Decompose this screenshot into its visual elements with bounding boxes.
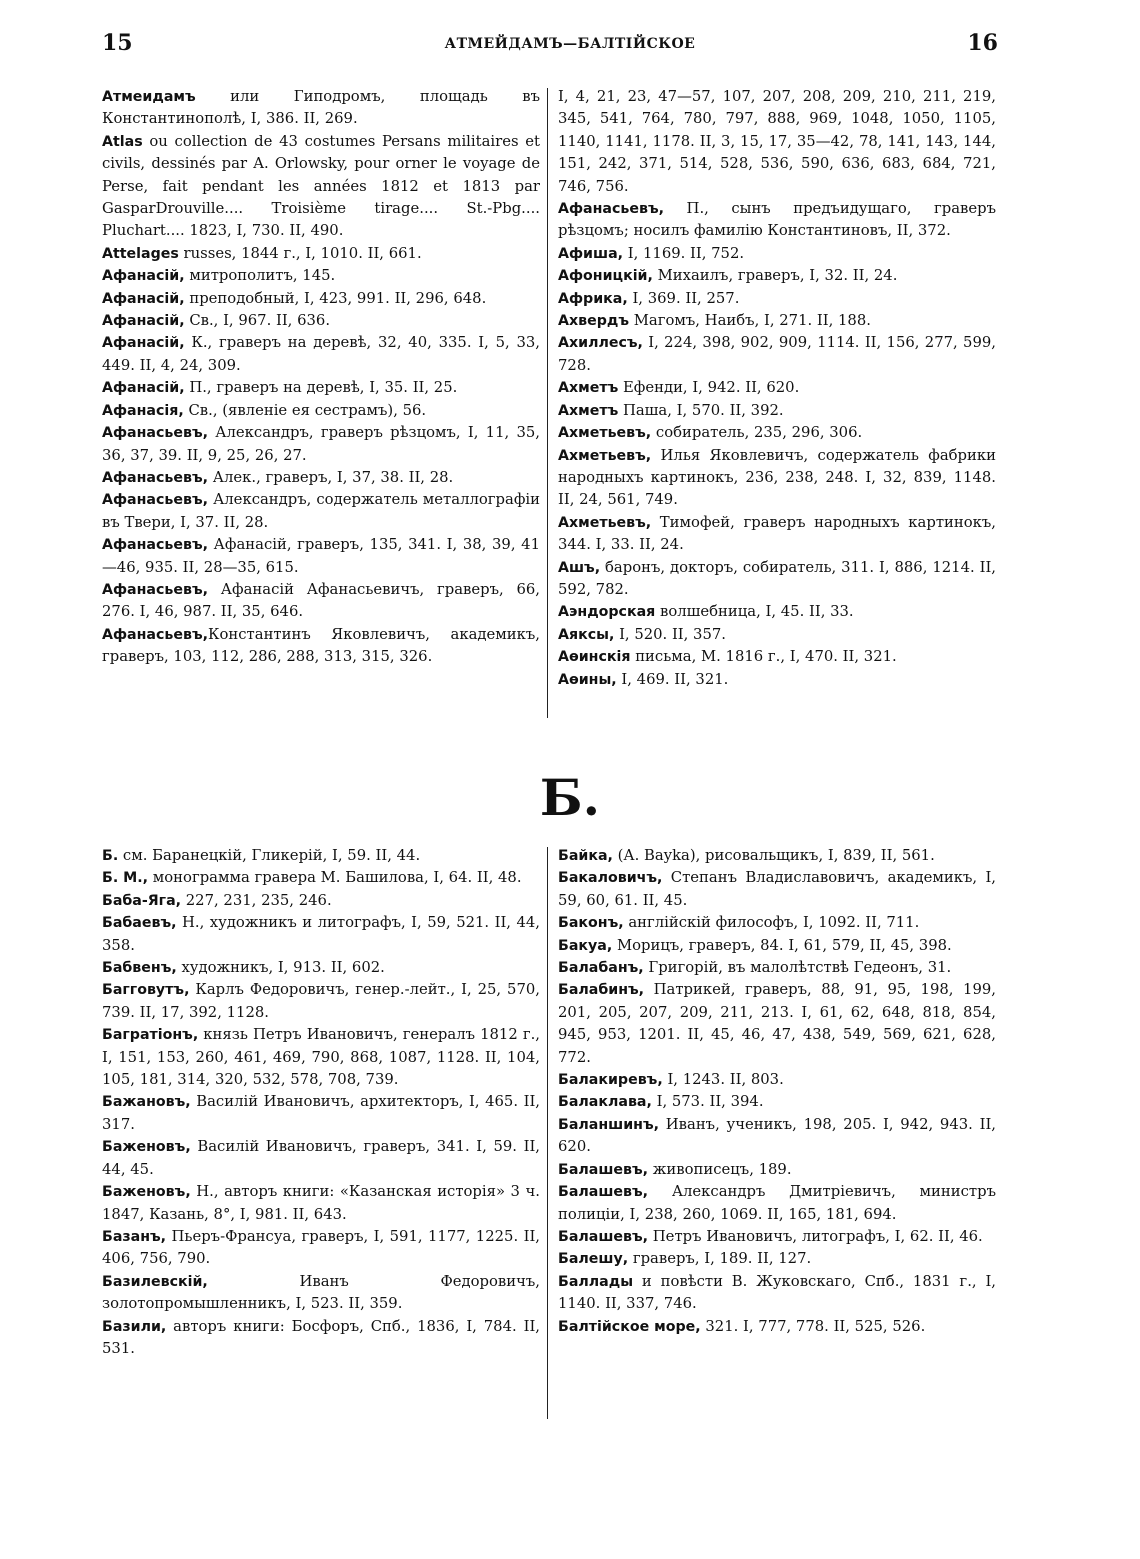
index-entry <box>102 489 540 534</box>
entry-heading: Б. <box>102 848 119 864</box>
column-a-right <box>558 86 996 691</box>
running-title: АТМЕЙДАМЪ—БАЛТІЙСКОЕ <box>444 36 696 52</box>
entry-heading: Бажановъ, <box>102 1094 191 1111</box>
entry-text: письма, М. 1816 г., I, 470. II, 321. <box>630 648 897 666</box>
entry-text: собиратель, 235, 296, 306. <box>651 424 863 442</box>
index-entry <box>102 131 540 243</box>
index-entry <box>558 1181 996 1226</box>
entry-text: Иванъ, ученикъ, 198, 205. I, 942, 943. II, 620. <box>558 1115 996 1156</box>
entry-heading: Аѳинскія <box>558 649 631 666</box>
entry-heading: Афанасій, <box>102 268 185 285</box>
index-entry <box>102 624 540 669</box>
index-entry <box>102 1316 540 1361</box>
entry-heading: Баллады <box>558 1273 634 1290</box>
entry-text: Константинъ Яковлевичъ, академикъ, граверъ, 103, 112, 286, 288, 313, 315, 326. <box>102 625 540 666</box>
entry-heading: Афанасьевъ, <box>102 537 209 554</box>
entry-heading: Афанасьевъ, <box>102 581 209 598</box>
entry-text: Григорій, въ малолѣтствѣ Гедеонъ, 31. <box>643 959 952 977</box>
index-entry <box>558 935 996 957</box>
index-entry <box>102 579 540 624</box>
entry-text: I, 369. II, 257. <box>627 289 740 307</box>
entry-heading: Базилевскій, <box>102 1273 208 1290</box>
index-entry <box>558 957 996 979</box>
entry-heading: Балашевъ, <box>558 1184 649 1201</box>
entry-heading: Ашъ, <box>558 559 601 576</box>
entry-heading: Атмеидамъ <box>102 89 196 105</box>
entry-heading: Ахметьевъ, <box>558 425 652 442</box>
entry-heading: Афанасій, <box>102 313 185 330</box>
entry-heading: Балешу, <box>558 1251 629 1268</box>
index-entry <box>102 400 540 422</box>
entry-heading: Аяксы, <box>558 626 615 643</box>
entry-heading: Ахвердъ <box>558 313 630 330</box>
entry-text: I, 1169. II, 752. <box>623 244 745 262</box>
column-divider <box>547 88 548 718</box>
page-number-left: 15 <box>102 30 133 56</box>
index-entry <box>558 646 996 668</box>
entry-text: 321. I, 777, 778. II, 525, 526. <box>700 1317 926 1335</box>
index-entry <box>558 310 996 332</box>
entry-text: Александръ, граверъ рѣзцомъ, I, 11, 35, 36, 37, 39. II, 9, 25, 26, 27. <box>102 424 540 464</box>
entry-heading: Баженовъ, <box>102 1184 191 1201</box>
entry-text: Тимофей, граверъ народныхъ картинокъ, 344. I, 33. II, 24. <box>558 513 996 554</box>
index-entry <box>558 1248 996 1270</box>
entry-heading: Балтійское море, <box>558 1318 701 1335</box>
index-entry <box>558 265 996 287</box>
index-entry <box>558 624 996 646</box>
index-entry <box>102 1271 540 1316</box>
entry-text: Н., художникъ и литографъ, I, 59, 521. II, 44, 358. <box>102 914 540 954</box>
column-divider <box>547 847 548 1419</box>
entry-text: Михаилъ, граверъ, I, 32. II, 24. <box>652 267 898 285</box>
entry-text: Н., авторъ книги: «Казанская исторія» 3 ч. 1847, Казань, 8°, I, 981. II, 643. <box>102 1183 540 1223</box>
entry-heading: Афанасія, <box>102 402 184 419</box>
entry-text: П., сынъ предъидущаго, граверъ рѣзцомъ; носилъ фамилію Константиновъ, II, 372. <box>558 200 996 240</box>
entry-text: Афанасій Афанасьевичъ, граверъ, 66, 276. I, 46, 987. II, 35, 646. <box>102 580 540 621</box>
index-entry <box>102 867 540 889</box>
entry-text: Св., (явленіе ея сестрамъ), 56. <box>183 401 427 419</box>
index-entry <box>102 534 540 579</box>
entry-heading: Базили, <box>102 1318 167 1335</box>
entry-text: Св., I, 967. II, 636. <box>184 312 331 330</box>
entry-text: П., граверъ на деревѣ, I, 35. II, 25. <box>184 379 458 397</box>
index-entry <box>558 445 996 512</box>
index-entry <box>102 467 540 489</box>
entry-heading: Баланшинъ, <box>558 1116 660 1133</box>
entry-heading: Балаклава, <box>558 1094 652 1111</box>
index-entry <box>558 669 996 691</box>
entry-text: Иванъ Федоровичъ, золотопромышленникъ, I, 523. II, 359. <box>102 1272 540 1313</box>
index-entry <box>102 86 540 131</box>
entry-heading: Балабанъ, <box>558 960 644 977</box>
entry-heading: Бакаловичъ, <box>558 870 663 887</box>
index-entry <box>102 265 540 287</box>
entry-text: I, 520. II, 357. <box>614 625 727 643</box>
index-entry <box>102 310 540 332</box>
entry-text: Морицъ, граверъ, 84. I, 61, 579, II, 45, 398. <box>612 936 952 954</box>
entry-heading: Attelages <box>102 245 179 262</box>
index-entry <box>558 1091 996 1113</box>
index-entry <box>102 912 540 957</box>
entry-text: Патрикей, граверъ, 88, 91, 95, 198, 199, 201, 205, 207, 209, 211, 213. I, 61, 62, 648, 818, 854, 945, 953, 1201. II, 45, 46, 47, 438, 549, 569, 621, 628, 772. <box>558 981 996 1066</box>
entry-text: князь Петръ Ивановичъ, генералъ 1812 г., I, 151, 153, 260, 461, 469, 790, 868, 1087, 1128. II, 104, 105, 181, 314, 320, 532, 578, 708, 739. <box>102 1026 540 1089</box>
index-entry <box>558 1114 996 1159</box>
entry-text: I, 4, 21, 23, 47—57, 107, 207, 208, 209, 210, 211, 219, 345, 541, 764, 780, 797, 888, 969, 1048, 1050, 1105, 1140, 1141, 1178. II, 3, 15, 17, 35—42, 78, 141, 143, 144, 151, 242, 371, 514, 528, 536, 590, 636, 683, 684, 721, 746, 756. <box>558 88 996 195</box>
index-entry <box>558 400 996 422</box>
entry-heading: Байка, <box>558 848 613 864</box>
index-entry <box>558 557 996 602</box>
entry-heading: Бабаевъ, <box>102 915 177 932</box>
entry-heading: Багратіонъ, <box>102 1027 199 1044</box>
entry-text: Пьеръ-Франсуа, граверъ, I, 591, 1177, 1225. II, 406, 756, 790. <box>102 1227 540 1268</box>
entry-text: ou collection de 43 costumes Persans militaires et civils, dessinés par A. Orlowsky, pour orner le voyage de Perse, fait pendant les années 1812 et 1813 par GasparDrouville.... Troisième tirage.... St.-Pbg.... Pluchart.... 1823, I, 730. II, 490. <box>102 132 540 240</box>
entry-heading: Ахметьевъ, <box>558 447 652 464</box>
entry-heading: Баженовъ, <box>102 1139 191 1156</box>
entry-heading: Ахметъ <box>558 380 619 397</box>
entry-heading: Балашевъ, <box>558 1228 649 1245</box>
entry-heading: Афанасьевъ, <box>102 492 209 509</box>
index-entry <box>558 377 996 399</box>
index-entry <box>558 845 996 867</box>
entry-heading: Африка, <box>558 290 628 307</box>
index-entry <box>102 890 540 912</box>
index-entry <box>558 912 996 934</box>
entry-heading: Афиша, <box>558 245 624 262</box>
index-entry <box>102 1024 540 1091</box>
entry-text: живописецъ, 189. <box>648 1160 792 1178</box>
entry-text: russes, 1844 г., I, 1010. II, 661. <box>178 244 422 262</box>
index-entry <box>558 979 996 1069</box>
entry-text: Илья Яковлевичъ, содержатель фабрики народныхъ картинокъ, 236, 238, 248. I, 32, 839, 1148. II, 24, 561, 749. <box>558 446 996 509</box>
index-entry <box>102 332 540 377</box>
index-entry <box>558 1226 996 1248</box>
entry-text: I, 224, 398, 902, 909, 1114. II, 156, 277, 599, 728. <box>558 334 996 374</box>
entry-text: митрополитъ, 145. <box>184 267 336 285</box>
entry-text: авторъ книги: Босфоръ, Спб., 1836, I, 784. II, 531. <box>102 1317 540 1357</box>
entry-text: Василій Ивановичъ, граверъ, 341. I, 59. II, 44, 45. <box>102 1138 540 1178</box>
page-number-right: 16 <box>967 30 998 56</box>
section-letter: Б. <box>539 768 601 827</box>
entry-text: граверъ, I, 189. II, 127. <box>628 1250 812 1268</box>
index-entry <box>558 198 996 243</box>
entry-text: Александръ, содержатель металлографіи въ Твери, I, 37. II, 28. <box>102 491 540 531</box>
entry-heading: Балашевъ, <box>558 1161 649 1178</box>
entry-text: Александръ Дмитріевичъ, министръ полиціи, I, 238, 260, 1069. II, 165, 181, 694. <box>558 1183 996 1223</box>
index-entry <box>102 845 540 867</box>
entry-text: Ефенди, I, 942. II, 620. <box>618 379 800 397</box>
entry-text: Паша, I, 570. II, 392. <box>618 401 784 419</box>
entry-heading: Афанасьевъ, <box>102 469 209 486</box>
index-entry <box>558 1271 996 1316</box>
entry-text: Афанасій, граверъ, 135, 341. I, 38, 39, 41—46, 935. II, 28—35, 615. <box>102 536 540 576</box>
entry-text: Магомъ, Наибъ, I, 271. II, 188. <box>629 312 871 330</box>
index-entry <box>558 1159 996 1181</box>
index-entry <box>558 243 996 265</box>
index-entry <box>102 1181 540 1226</box>
index-entry <box>102 957 540 979</box>
entry-heading: Баба-Яга, <box>102 892 182 909</box>
entry-heading: Афанасій, <box>102 380 185 397</box>
index-entry <box>558 86 996 198</box>
entry-text: Карлъ Федоровичъ, генер.-лейт., I, 25, 570, 739. II, 17, 392, 1128. <box>102 981 540 1021</box>
entry-heading: Афанасьевъ, <box>102 626 209 643</box>
entry-text: баронъ, докторъ, собиратель, 311. I, 886, 1214. II, 592, 782. <box>558 558 996 598</box>
entry-heading: Балакиревъ, <box>558 1072 663 1089</box>
entry-heading: Базанъ, <box>102 1228 167 1245</box>
index-entry <box>558 601 996 623</box>
entry-text: Степанъ Владиславовичъ, академикъ, I, 59, 60, 61. II, 45. <box>558 869 996 909</box>
entry-text: I, 1243. II, 803. <box>662 1071 784 1089</box>
index-entry <box>558 512 996 557</box>
entry-text: и повѣсти В. Жуковскаго, Спб., 1831 г., I, 1140. II, 337, 746. <box>558 1272 996 1313</box>
entry-heading: Аэндорская <box>558 604 656 621</box>
index-entry <box>102 243 540 265</box>
entry-text: Алек., граверъ, I, 37, 38. II, 28. <box>208 468 454 486</box>
entry-text: I, 469. II, 321. <box>616 670 729 688</box>
index-entry <box>558 1069 996 1091</box>
index-entry <box>102 288 540 310</box>
index-entry <box>102 1091 540 1136</box>
entry-heading: Ахметъ <box>558 402 619 419</box>
entry-heading: Atlas <box>102 133 143 150</box>
index-entry <box>102 1136 540 1181</box>
entry-text: или Гиподромъ, площадь въ Константинополѣ, I, 386. II, 269. <box>102 88 540 128</box>
column-b-left <box>102 845 540 1360</box>
entry-heading: Бабвенъ, <box>102 960 177 977</box>
entry-text: I, 573. II, 394. <box>651 1093 764 1111</box>
entry-text: преподобный, I, 423, 991. II, 296, 648. <box>184 289 487 307</box>
index-entry <box>558 422 996 444</box>
entry-text: монограмма гравера М. Башилова, I, 64. II, 48. <box>148 869 522 887</box>
entry-heading: Балабинъ, <box>558 982 645 999</box>
entry-text: К., граверъ на деревѣ, 32, 40, 335. I, 5, 33, 449. II, 4, 24, 309. <box>102 334 540 374</box>
index-entry <box>558 288 996 310</box>
entry-text: (А. Bayka), рисовальщикъ, I, 839, II, 561. <box>612 847 935 864</box>
entry-heading: Багговутъ, <box>102 982 190 999</box>
entry-text: англійскій философъ, I, 1092. II, 711. <box>623 914 920 932</box>
index-entry <box>558 867 996 912</box>
entry-heading: Бакуа, <box>558 937 613 954</box>
entry-text: Петръ Ивановичъ, литографъ, I, 62. II, 46. <box>648 1227 983 1245</box>
entry-text: 227, 231, 235, 246. <box>181 891 332 909</box>
index-entry <box>558 332 996 377</box>
entry-heading: Ахметьевъ, <box>558 514 652 531</box>
index-entry <box>102 979 540 1024</box>
entry-heading: Ахиллесъ, <box>558 335 643 352</box>
entry-heading: Афанасій, <box>102 290 185 307</box>
column-a-left <box>102 86 540 669</box>
entry-heading: Б. М., <box>102 870 149 887</box>
entry-text: художникъ, I, 913. II, 602. <box>176 959 385 977</box>
entry-text: см. Баранецкій, Гликерій, I, 59. II, 44. <box>118 847 421 864</box>
index-entry <box>102 1226 540 1271</box>
entry-heading: Афанасьевъ, <box>558 201 665 218</box>
entry-heading: Афанасій, <box>102 335 185 352</box>
entry-heading: Афоницкій, <box>558 268 653 285</box>
column-b-right <box>558 845 996 1338</box>
index-entry <box>102 377 540 399</box>
entry-heading: Аѳины, <box>558 671 617 688</box>
index-entry <box>558 1316 996 1338</box>
index-entry <box>102 422 540 467</box>
entry-heading: Афанасьевъ, <box>102 425 209 442</box>
entry-heading: Баконъ, <box>558 915 624 932</box>
entry-text: Василій Ивановичъ, архитекторъ, I, 465. II, 317. <box>102 1093 540 1133</box>
entry-text: волшебница, I, 45. II, 33. <box>655 603 854 621</box>
